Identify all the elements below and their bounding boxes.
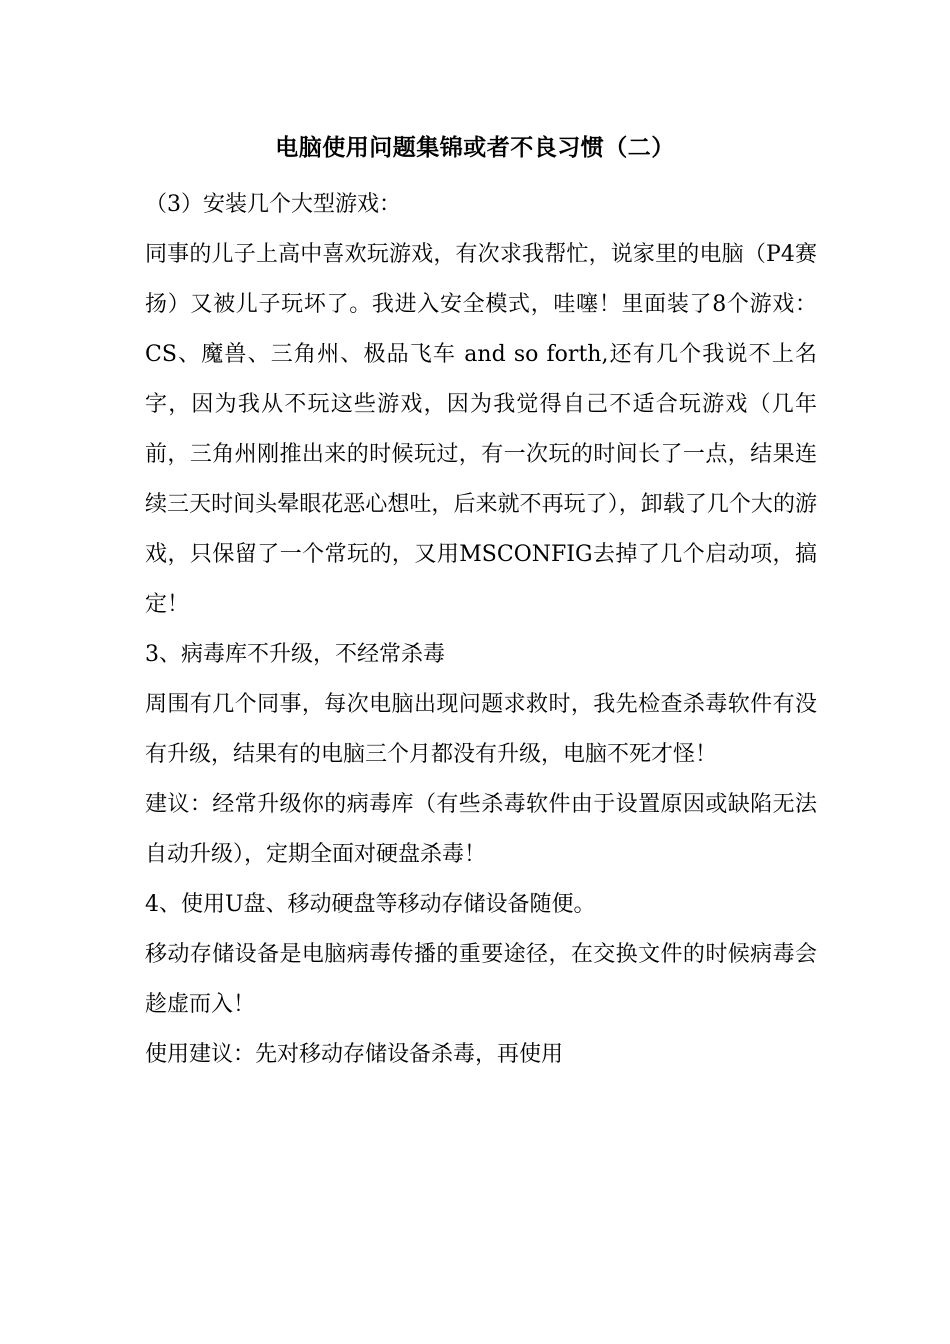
paragraph-virus-suggestion: 建议：经常升级你的病毒库（有些杀毒软件由于设置原因或缺陷无法自动升级），定期全面对硬盘杀毒！ [145, 792, 817, 867]
subsection-heading-install-games: （3）安装几个大型游戏： [145, 192, 401, 217]
section-heading-virus-database: 3、病毒库不升级，不经常杀毒 [145, 642, 445, 667]
paragraph-storage-suggestion: 使用建议：先对移动存储设备杀毒，再使用 [145, 1042, 564, 1067]
paragraph-virus-database: 周围有几个同事，每次电脑出现问题求救时，我先检查杀毒软件有没有升级，结果有的电脑三个月都没有升级，电脑不死才怪！ [145, 692, 817, 767]
document-title: 电脑使用问题集锦或者不良习惯（二） [275, 135, 675, 161]
paragraph-games-story: 同事的儿子上高中喜欢玩游戏，有次求我帮忙，说家里的电脑（P4赛扬）又被儿子玩坏了。我进入安全模式，哇噻！里面装了8个游戏：CS、魔兽、三角州、极品飞车 and so forth,还有几个我说不上名字，因为我从不玩这些游戏，因为我觉得自己不适合玩游戏（几年前，三角州刚推出来的时候玩过，有一次玩的时间长了一点，结果连续三天时间头晕眼花恶心想吐，后来就不再玩了），卸载了几个大的游戏，只保留了一个常玩的，又用MSCONFIG去掉了几个启动项，搞定！ [145, 242, 817, 617]
document-body [145, 180, 817, 1080]
section-heading-removable-storage: 4、使用U盘、移动硬盘等移动存储设备随便。 [145, 892, 596, 917]
paragraph-removable-storage: 移动存储设备是电脑病毒传播的重要途径，在交换文件的时候病毒会趁虚而入！ [145, 942, 817, 1017]
